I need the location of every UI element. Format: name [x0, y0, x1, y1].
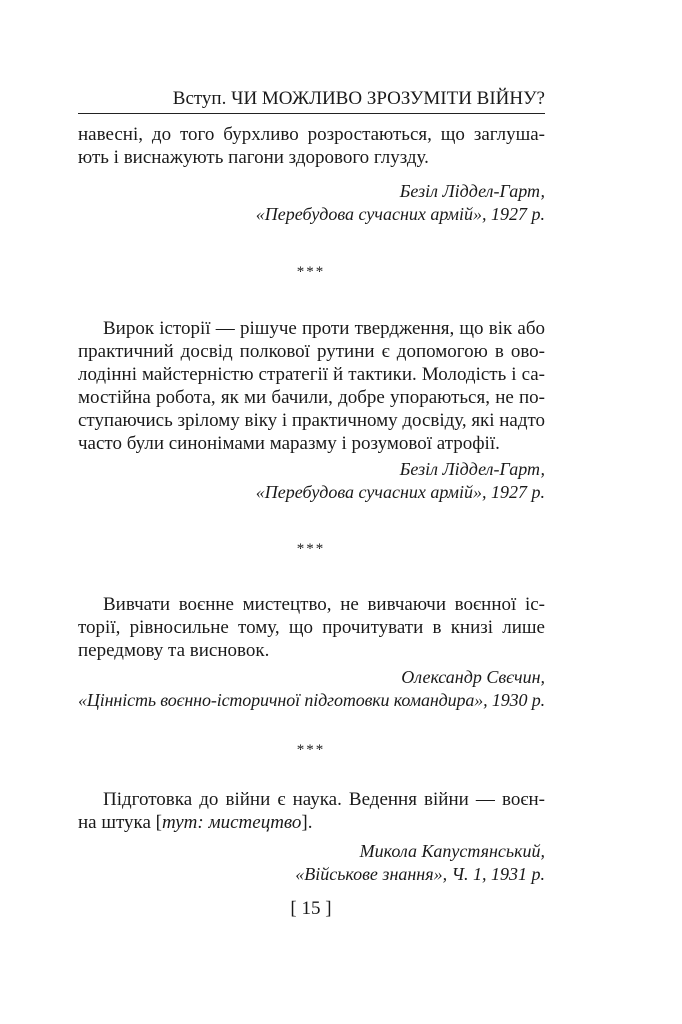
quote-3-line: торії, рівносильне тому, що прочитувати в книзі лише [78, 617, 545, 638]
quote-4-tail: ]. [301, 812, 313, 833]
running-header [78, 88, 545, 110]
quote-4-author: Микола Капустянський, [359, 841, 545, 861]
quote-2-source: «Перебудова сучасних армій», 1927 р. [255, 482, 545, 502]
quote-3-author: Олександр Свєчин, [401, 667, 545, 687]
page-number: [ 15 ] [290, 898, 332, 919]
header-title: ЧИ МОЖЛИВО ЗРОЗУМІТИ ВІЙНУ? [231, 88, 545, 109]
separator: *** [296, 264, 326, 280]
quote-2-line: часто були синонімами маразму і розумової атрофії. [78, 433, 500, 454]
quote-1-line: ють і виснажують пагони здорового глузду. [78, 147, 429, 168]
quote-2-line: лодінні майстерністю стратегії й тактики. Молодість і са- [78, 364, 545, 385]
quote-2-line: практичний досвід полкової рутини є допомогою в ово- [78, 341, 545, 362]
quote-2-line: мостійна робота, як ми бачили, добре упораються, не по- [78, 387, 545, 408]
header-rule [78, 113, 545, 114]
header-section: Вступ. [172, 88, 227, 109]
quote-1-author: Безіл Ліддел-Гарт, [399, 181, 545, 201]
quote-1-line: навесні, до того бурхливо розростаються, що заглуша- [78, 124, 545, 145]
quote-3-line: Вивчати воєнне мистецтво, не вивчаючи воєнної іс- [103, 594, 545, 615]
quote-2-line: ступаючись зрілому віку і практичному досвіду, які надто [78, 410, 545, 431]
quote-3-line: передмову та висновок. [78, 640, 270, 661]
quote-4-italic-note: тут: мистецтво [162, 812, 302, 833]
quote-4-line [78, 812, 545, 834]
quote-4-text: на штука [ [78, 812, 162, 833]
quote-4-source: «Військове знання», Ч. 1, 1931 р. [295, 864, 545, 884]
quote-1-source: «Перебудова сучасних армій», 1927 р. [255, 204, 545, 224]
quote-2-line: Вирок історії — рішуче проти твердження, що вік або [103, 318, 545, 339]
quote-3-source: «Цінність воєнно-історичної підготовки командира», 1930 р. [78, 690, 545, 710]
separator: *** [296, 541, 326, 557]
quote-2-author: Безіл Ліддел-Гарт, [399, 459, 545, 479]
separator: *** [296, 742, 326, 758]
quote-4-line: Підготовка до війни є наука. Ведення війни — воєн- [103, 789, 545, 810]
